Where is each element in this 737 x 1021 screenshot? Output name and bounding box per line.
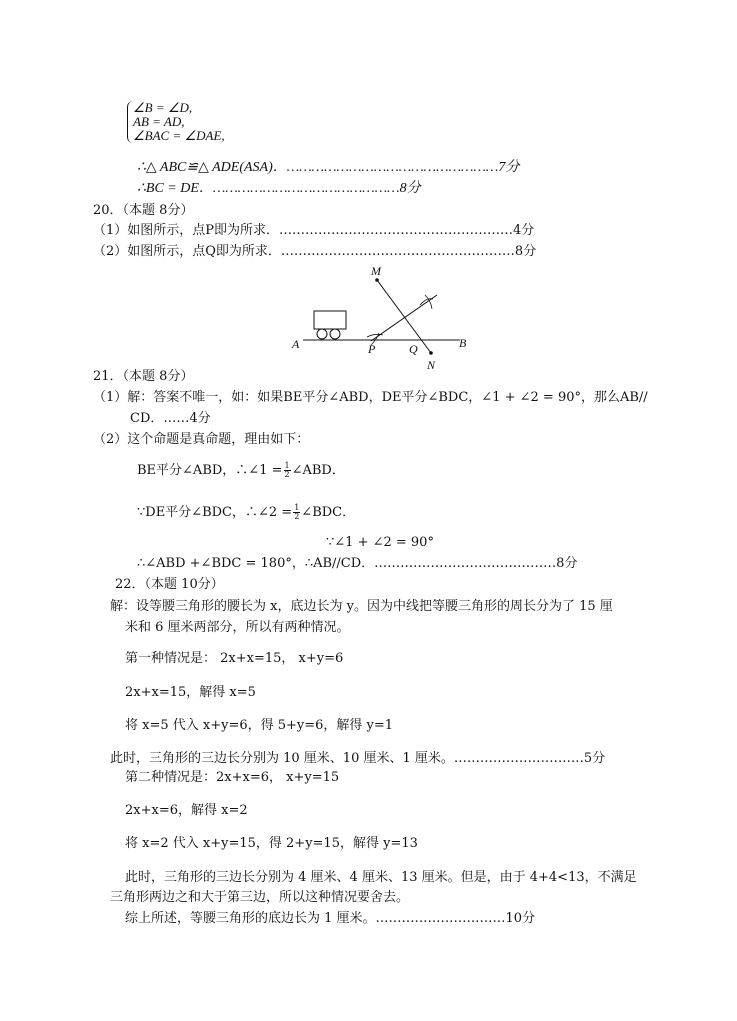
q22-case1: 第一种情况是： 2x+x=15， x+y=6 bbox=[125, 651, 344, 666]
q20-part1: （1）如图所示，点P即为所求．………………………………………………4分 bbox=[93, 223, 535, 238]
q22-case2-step1: 2x+x=6，解得 x=2 bbox=[125, 803, 248, 818]
q20-figure bbox=[285, 263, 475, 373]
q21-part1-b: CD．……4分 bbox=[130, 411, 211, 426]
line-mn bbox=[377, 280, 431, 353]
q21-step2 bbox=[137, 504, 355, 521]
q22-case1-result: 此时，三角形的三边长分别为 10 厘米、10 厘米、1 厘米。…………………………5分 bbox=[110, 751, 606, 766]
arc-mark-3 bbox=[367, 334, 383, 337]
fraction-half: $\frac{1}{2}$ bbox=[294, 503, 300, 521]
cart-wheel-right bbox=[330, 329, 340, 339]
label-p: P bbox=[368, 342, 376, 356]
cart-wheel-left bbox=[317, 329, 327, 339]
q20-part2: （2）如图所示，点Q即为所求．………………………………………………8分 bbox=[93, 244, 537, 259]
q21-step4: ∴∠ABD +∠BDC = 180°，∴AB//CD．……………………………………8分 bbox=[137, 556, 578, 571]
point-m bbox=[375, 278, 379, 282]
q19-conclusion-2: ∴BC = DE．………………………………………8分 bbox=[137, 181, 421, 196]
q22-case2-result-b: 三角形两边之和大于第三边，所以这种情况要舍去。 bbox=[110, 890, 410, 905]
label-b: B bbox=[459, 336, 467, 350]
equation-line: AB = AD, bbox=[133, 114, 185, 129]
q22-case1-step2: 将 x=5 代入 x+y=6，得 5+y=6，解得 y=1 bbox=[125, 718, 394, 733]
q22-case2-result-a: 此时，三角形的三边长分别为 4 厘米、4 厘米、13 厘米。但是，由于 4+4<13，不满足 bbox=[125, 870, 637, 885]
label-m: M bbox=[371, 264, 381, 278]
fraction-half: $\frac{1}{2}$ bbox=[284, 461, 290, 479]
q22-intro-b: 米和 6 厘米两部分，所以有两种情况。 bbox=[125, 620, 350, 635]
label-q: Q bbox=[409, 342, 418, 356]
q22-case1-step1: 2x+x=15，解得 x=5 bbox=[125, 685, 256, 700]
q22-case2: 第二种情况是：2x+x=6， x+y=15 bbox=[125, 770, 340, 785]
equation-line: ∠B = ∠D, bbox=[133, 100, 193, 115]
step1-text-a: BE平分∠ABD，∴∠1 = bbox=[137, 463, 283, 478]
point-n bbox=[429, 351, 433, 355]
equation-line: ∠BAC = ∠DAE, bbox=[133, 128, 225, 143]
q22-conclusion: 综上所述，等腰三角形的底边长为 1 厘米。…………………………10分 bbox=[125, 911, 536, 926]
step2-text-b: ∠BDC． bbox=[301, 505, 356, 520]
q21-header: 21．（本题 8分） bbox=[93, 369, 194, 384]
q22-case2-step2: 将 x=2 代入 x+y=15，得 2+y=15，解得 y=13 bbox=[125, 836, 418, 851]
q22-header: 22．（本题 10分） bbox=[115, 577, 224, 592]
q20-header: 20．（本题 8分） bbox=[93, 203, 194, 218]
q21-part1-a: （1）解：答案不唯一，如：如果BE平分∠ABD，DE平分∠BDC，∠1 + ∠2 = 90°，那么AB// bbox=[93, 390, 648, 405]
perpendicular-line bbox=[371, 295, 437, 341]
step1-text-b: ∠ABD． bbox=[291, 463, 345, 478]
step2-text-a: ∵DE平分∠BDC，∴∠2 = bbox=[137, 505, 293, 520]
q21-part2: （2）这个命题是真命题，理由如下： bbox=[93, 432, 310, 447]
q19-conclusion-1: ∴△ ABC≌△ ADE(ASA)．……………………………………………7分 bbox=[137, 160, 520, 175]
q22-intro-a: 解：设等腰三角形的腰长为 x，底边长为 y。因为中线把等腰三角形的周长分为了 15 厘 bbox=[110, 599, 613, 614]
q21-step1 bbox=[137, 462, 345, 479]
equation-system bbox=[127, 101, 253, 143]
label-n: N bbox=[427, 358, 436, 372]
cart-body bbox=[314, 311, 346, 329]
q21-step3: ∵∠1 + ∠2 = 90° bbox=[326, 535, 434, 550]
arc-mark-2 bbox=[425, 295, 432, 309]
label-a: A bbox=[292, 337, 300, 351]
